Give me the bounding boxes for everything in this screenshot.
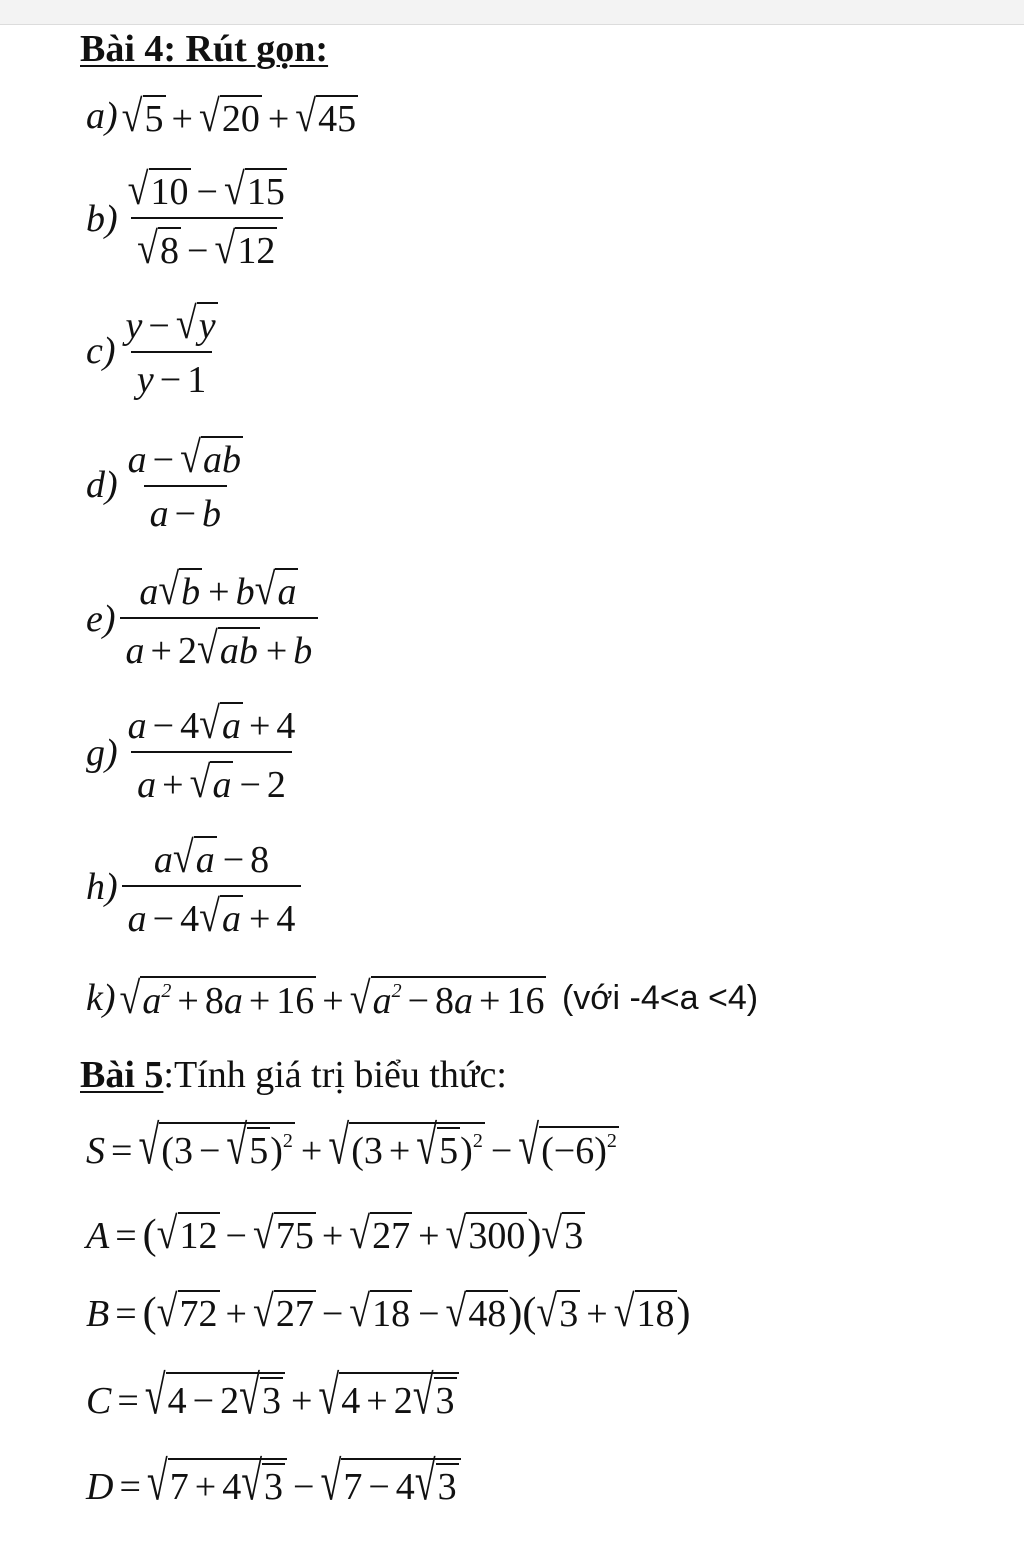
expression-4b: $\frac{√10 - √15}{√8 - √12}$ <box>127 165 285 274</box>
expression-S: $S = √(3 - √5)^2 + √(3 + √5)^2 - √(-6)^2$ <box>86 1115 617 1177</box>
condition-4k: (với -4<a <4) <box>561 979 759 1018</box>
exercise-4k <box>86 974 759 1025</box>
expression-4c: $\frac{y - √y}{y - 1}$ <box>125 299 216 401</box>
exercise-4a <box>86 91 358 142</box>
exercise-4e <box>86 565 318 674</box>
exercise-4b <box>86 165 293 274</box>
var-A: A <box>86 1215 110 1257</box>
expression-D: D = √7 + 4√3 − √7 − 4√3 <box>86 1458 461 1506</box>
expression-A: A = (√12 − √75 + √27 + √300)√3 <box>86 1209 584 1259</box>
item-label-g: g) <box>86 732 118 774</box>
expression-4a: √5 + √20 + √45 <box>121 91 357 142</box>
expression-4k: $√a^2 + 8a + 16 + √a^2 - 8a + 16$ <box>119 974 545 1025</box>
var-S: S <box>86 1130 105 1172</box>
item-label-a: a) <box>86 95 118 138</box>
item-label-b: b) <box>86 198 118 240</box>
exercise-4c <box>86 299 224 401</box>
exercise-5-title <box>80 1056 507 1094</box>
expression-4d: $\frac{a - √ab}{a - b}$ <box>127 433 241 535</box>
expression-C: C = √4 − 2√3 + √4 + 2√3 <box>86 1372 459 1420</box>
var-D: D <box>86 1466 114 1508</box>
item-label-d: d) <box>86 463 118 506</box>
item-label-h: h) <box>86 866 118 908</box>
item-label-k: k) <box>86 977 116 1020</box>
window-top-bar <box>0 0 1024 25</box>
var-B: B <box>86 1293 110 1335</box>
exercise-4h <box>86 833 301 942</box>
item-label-c: c) <box>86 329 116 372</box>
expression-4e: $\frac{a√b + b√a}{a + 2√ab + b}$ <box>120 568 319 670</box>
expression-4h: $\frac{a√a - 8}{a - 4√a + 4}$ <box>122 836 302 938</box>
expression-4g: $\frac{a - 4√a + 4}{a + √a - 2}$ <box>127 699 296 808</box>
exercise-5-instruction: :Tính giá trị biểu thức: <box>163 1054 507 1096</box>
var-C: C <box>86 1380 112 1422</box>
exercise-5-heading: Bài 5 <box>80 1054 164 1096</box>
exercise-4-title: Bài 4: Rút gọn: <box>80 28 329 70</box>
expression-B: B = (√72 + √27 − √18 − √48)(√3 + √18) <box>86 1287 691 1337</box>
item-label-e: e) <box>86 598 116 640</box>
exercise-4g <box>86 699 301 808</box>
exercise-4d <box>86 433 249 535</box>
